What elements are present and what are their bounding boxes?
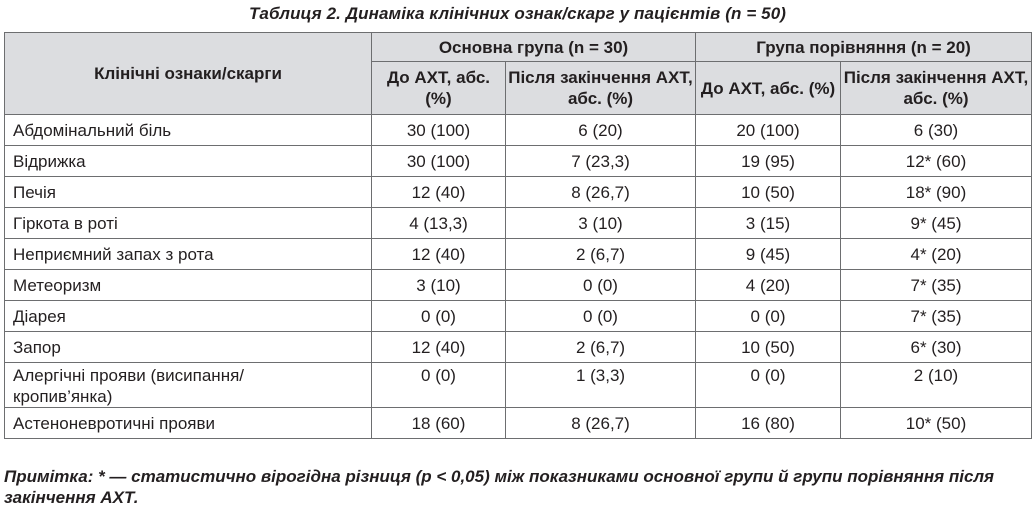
table-row bbox=[5, 146, 1032, 177]
header-main-after: Після закінчення АХТ, абс. (%) bbox=[506, 62, 696, 115]
table-row bbox=[5, 177, 1032, 208]
cell-main-after: 0 (0) bbox=[506, 301, 696, 332]
cell-cmp-before: 4 (20) bbox=[696, 270, 841, 301]
cell-cmp-after: 18* (90) bbox=[841, 177, 1032, 208]
clinical-signs-table bbox=[4, 32, 1032, 439]
header-main-group: Основна група (n = 30) bbox=[372, 33, 696, 62]
footnote-label: Примітка: bbox=[4, 467, 94, 486]
cell-main-after: 6 (20) bbox=[506, 115, 696, 146]
cell-cmp-before: 10 (50) bbox=[696, 332, 841, 363]
cell-cmp-before: 16 (80) bbox=[696, 408, 841, 439]
cell-cmp-after: 7* (35) bbox=[841, 301, 1032, 332]
cell-cmp-after: 7* (35) bbox=[841, 270, 1032, 301]
footnote-text: * — статистично вірогідна різниця (р < 0,05) між показниками основної групи й групи порівняння після закінчення АХТ. bbox=[4, 467, 995, 507]
table-footnote bbox=[4, 466, 1031, 508]
table-caption: Таблиця 2. Динаміка клінічних ознак/скарг у пацієнтів (n = 50) bbox=[248, 4, 787, 23]
cell-main-before: 30 (100) bbox=[372, 115, 506, 146]
cell-cmp-before: 9 (45) bbox=[696, 239, 841, 270]
cell-main-before: 30 (100) bbox=[372, 146, 506, 177]
cell-cmp-after: 10* (50) bbox=[841, 408, 1032, 439]
header-cmp-before: До АХТ, абс. (%) bbox=[696, 62, 841, 115]
row-label: Алергічні прояви (висипання/ кропив’янка) bbox=[5, 363, 372, 408]
table-row bbox=[5, 301, 1032, 332]
cell-main-after: 0 (0) bbox=[506, 270, 696, 301]
table-row bbox=[5, 332, 1032, 363]
cell-main-after: 3 (10) bbox=[506, 208, 696, 239]
cell-cmp-before: 0 (0) bbox=[696, 301, 841, 332]
table-row bbox=[5, 408, 1032, 439]
header-cmp-after: Після закінчення АХТ, абс. (%) bbox=[841, 62, 1032, 115]
row-label: Відрижка bbox=[5, 146, 372, 177]
table-row bbox=[5, 115, 1032, 146]
cell-main-after: 8 (26,7) bbox=[506, 177, 696, 208]
cell-cmp-after: 4* (20) bbox=[841, 239, 1032, 270]
table-row bbox=[5, 239, 1032, 270]
header-signs: Клінічні ознаки/скарги bbox=[5, 33, 372, 115]
cell-main-before: 3 (10) bbox=[372, 270, 506, 301]
row-label: Печія bbox=[5, 177, 372, 208]
cell-main-after: 1 (3,3) bbox=[506, 363, 696, 408]
cell-cmp-after: 9* (45) bbox=[841, 208, 1032, 239]
row-label: Діарея bbox=[5, 301, 372, 332]
row-label: Запор bbox=[5, 332, 372, 363]
table-row bbox=[5, 208, 1032, 239]
cell-main-after: 7 (23,3) bbox=[506, 146, 696, 177]
cell-cmp-before: 3 (15) bbox=[696, 208, 841, 239]
table-row bbox=[5, 363, 1032, 408]
table-row bbox=[5, 270, 1032, 301]
row-label: Астеноневротичні прояви bbox=[5, 408, 372, 439]
cell-cmp-after: 12* (60) bbox=[841, 146, 1032, 177]
cell-cmp-after: 2 (10) bbox=[841, 363, 1032, 408]
cell-cmp-before: 20 (100) bbox=[696, 115, 841, 146]
row-label: Абдомінальний біль bbox=[5, 115, 372, 146]
cell-main-before: 12 (40) bbox=[372, 239, 506, 270]
header-comparison-group: Група порівняння (n = 20) bbox=[696, 33, 1032, 62]
cell-main-before: 18 (60) bbox=[372, 408, 506, 439]
cell-main-before: 12 (40) bbox=[372, 177, 506, 208]
cell-cmp-after: 6 (30) bbox=[841, 115, 1032, 146]
cell-cmp-before: 19 (95) bbox=[696, 146, 841, 177]
cell-cmp-before: 0 (0) bbox=[696, 363, 841, 408]
cell-main-after: 8 (26,7) bbox=[506, 408, 696, 439]
header-main-before: До АХТ, абс. (%) bbox=[372, 62, 506, 115]
cell-cmp-after: 6* (30) bbox=[841, 332, 1032, 363]
cell-main-before: 0 (0) bbox=[372, 301, 506, 332]
row-label: Неприємний запах з рота bbox=[5, 239, 372, 270]
cell-main-before: 4 (13,3) bbox=[372, 208, 506, 239]
cell-main-after: 2 (6,7) bbox=[506, 239, 696, 270]
cell-main-before: 12 (40) bbox=[372, 332, 506, 363]
row-label: Гіркота в роті bbox=[5, 208, 372, 239]
cell-cmp-before: 10 (50) bbox=[696, 177, 841, 208]
cell-main-after: 2 (6,7) bbox=[506, 332, 696, 363]
row-label: Метеоризм bbox=[5, 270, 372, 301]
cell-main-before: 0 (0) bbox=[372, 363, 506, 408]
